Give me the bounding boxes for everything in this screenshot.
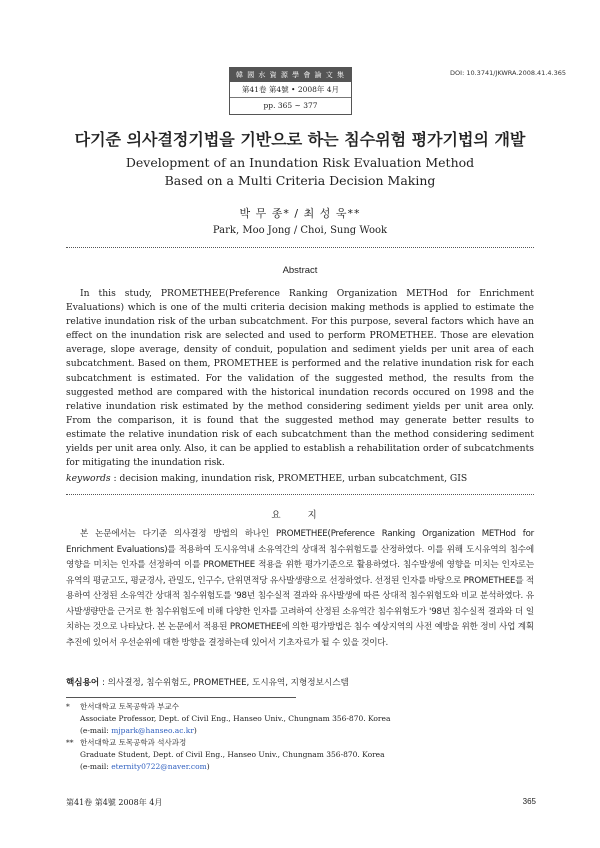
keywords-text: decision making, inundation risk, PROMETHEE, urban subcatchment, GIS <box>119 473 468 484</box>
korean-summary-heading: 요 지 <box>271 510 329 521</box>
footnote-author1 <box>66 701 536 737</box>
title-english-line2: Based on a Multi Criteria Decision Making <box>164 173 436 188</box>
authors-english: Park, Moo Jong / Choi, Sung Wook <box>212 225 388 236</box>
footer-journal-issue: 第41卷 第4號 2008年 4月 <box>66 798 163 807</box>
footnote-email-line <box>66 761 536 773</box>
email-prefix: (e-mail: <box>80 726 112 735</box>
korean-keywords-text: 의사결정, 침수위험도, PROMETHEE, 도시유역, 지형정보시스템 <box>107 678 349 688</box>
keywords-label: keywords <box>66 473 111 484</box>
divider-top <box>66 247 534 248</box>
divider-middle <box>66 494 534 495</box>
title-english-line1: Development of an Inundation Risk Evaluation Method <box>125 155 475 170</box>
email-suffix: ) <box>193 726 197 735</box>
authors-korean: 박 무 종* / 최 성 욱** <box>239 207 361 220</box>
footnote-mark: * <box>66 702 70 711</box>
journal-volume: 第41卷 第4號 • 2008年 4月 <box>230 82 351 98</box>
keywords-separator: : <box>110 473 120 484</box>
footnote-author2 <box>66 737 536 773</box>
korean-keywords-separator: : <box>99 678 108 688</box>
email-link[interactable]: mjpark@hanseo.ac.kr <box>111 726 194 735</box>
email-link[interactable]: eternity0722@naver.com <box>111 762 207 771</box>
footnote-affiliation: 한서대학교 토목공학과 석사과정 <box>80 738 187 747</box>
journal-info-box <box>229 67 352 115</box>
email-prefix: (e-mail: <box>80 762 112 771</box>
footnote-title: Graduate Student, Dept. of Civil Eng., Hanseo Univ., Chungnam 356-870. Korea <box>80 750 385 759</box>
footnote-rule <box>66 697 296 698</box>
footnote-affiliation: 한서대학교 토목공학과 부교수 <box>80 702 179 711</box>
abstract-heading: Abstract <box>282 265 318 276</box>
footnote-title: Associate Professor, Dept. of Civil Eng., Hanseo Univ., Chungnam 356-870. Korea <box>80 714 391 723</box>
korean-keywords-label: 핵심용어 <box>66 678 100 688</box>
korean-summary-text: 본 논문에서는 다기준 의사결정 방법의 하나인 PROMETHEE(Preference Ranking Organization METHod for Enrichment Evaluations)를 적용하여 도시유역내 소유역간의 상대적 침수위험도를 산정하였다. 이를 위해 도시유역의 침수에 영향을 미치는 인자를 선정하여 이를 PROMETHEE 적용을 위한 평가기준으로 활용하였다. 침수발생에 영향을 미치는 인자로는 유역의 평균고도, 평균경사, 관밀도, 인구수, 단위면적당 유사발생량으로 선정하였다. 선정된 인자를 바탕으로 PROMETHEE를 적용하여 산정된 소유역간 상대적 침수위험도를 '98년 침수실적 결과와 유사발생에 따른 상대적 침수위험도와 비교 분석하였다. 유사발생량만을 근거로 한 침수위험도에 비해 다양한 인자를 고려하여 산정된 소유역간 침수위험도가 '98년 침수실적 결과와 더 일치하는 것으로 나타났다. 본 논문에서 적용된 PROMETHEE에 의한 평가방법은 침수 예상지역의 사전 예방을 위한 정비 사업 계획 추진에 있어서 우선순위에 대한 방향을 결정하는데 있어서 기초자료가 될 수 있을 것이다. <box>66 529 534 648</box>
abstract-text: In this study, PROMETHEE(Preference Ranking Organization METHod for Enrichment Evaluations) which is one of the multi criteria decision making methods is applied to estimate the relative inundation risk of the urban subcatchment. For this purpose, several factors which have an effect on the inundation risk are selected and used to perform PROMETHEE. Those are elevation average, slope average, density of conduit, population and sediment yields per unit area of each subcatchment. Based on them, PROMETHEE is performed and the relative inundation risk for each subcatchment is estimated. For the validation of the suggested method, the results from the suggested method are compared with the historical inundation records occured on 1998 and the relative inundation risk estimated by the method considering sediment yields per unit area only. From the comparison, it is found that the suggested method may generate better results to estimate the relative inundation risk of each subcatchment than the method considering sediment yields per unit area only. Also, it can be applied to establish a rehabilitation order of subcatchments for mitigating the inundation risk. <box>66 288 534 469</box>
keywords <box>66 473 534 484</box>
korean-keywords <box>66 676 534 688</box>
journal-name: 韓 國 水 資 源 學 會 論 文 集 <box>230 68 351 82</box>
footnote-mark: ** <box>66 738 74 747</box>
doi[interactable]: DOI: 10.3741/JKWRA.2008.41.4.365 <box>450 69 566 77</box>
email-suffix: ) <box>206 762 210 771</box>
page-number: 365 <box>522 797 536 806</box>
title-korean: 다기준 의사결정기법을 기반으로 하는 침수위험 평가기법의 개발 <box>74 130 526 149</box>
footnote-email-line <box>66 725 536 737</box>
journal-pages: pp. 365 ~ 377 <box>263 101 318 110</box>
